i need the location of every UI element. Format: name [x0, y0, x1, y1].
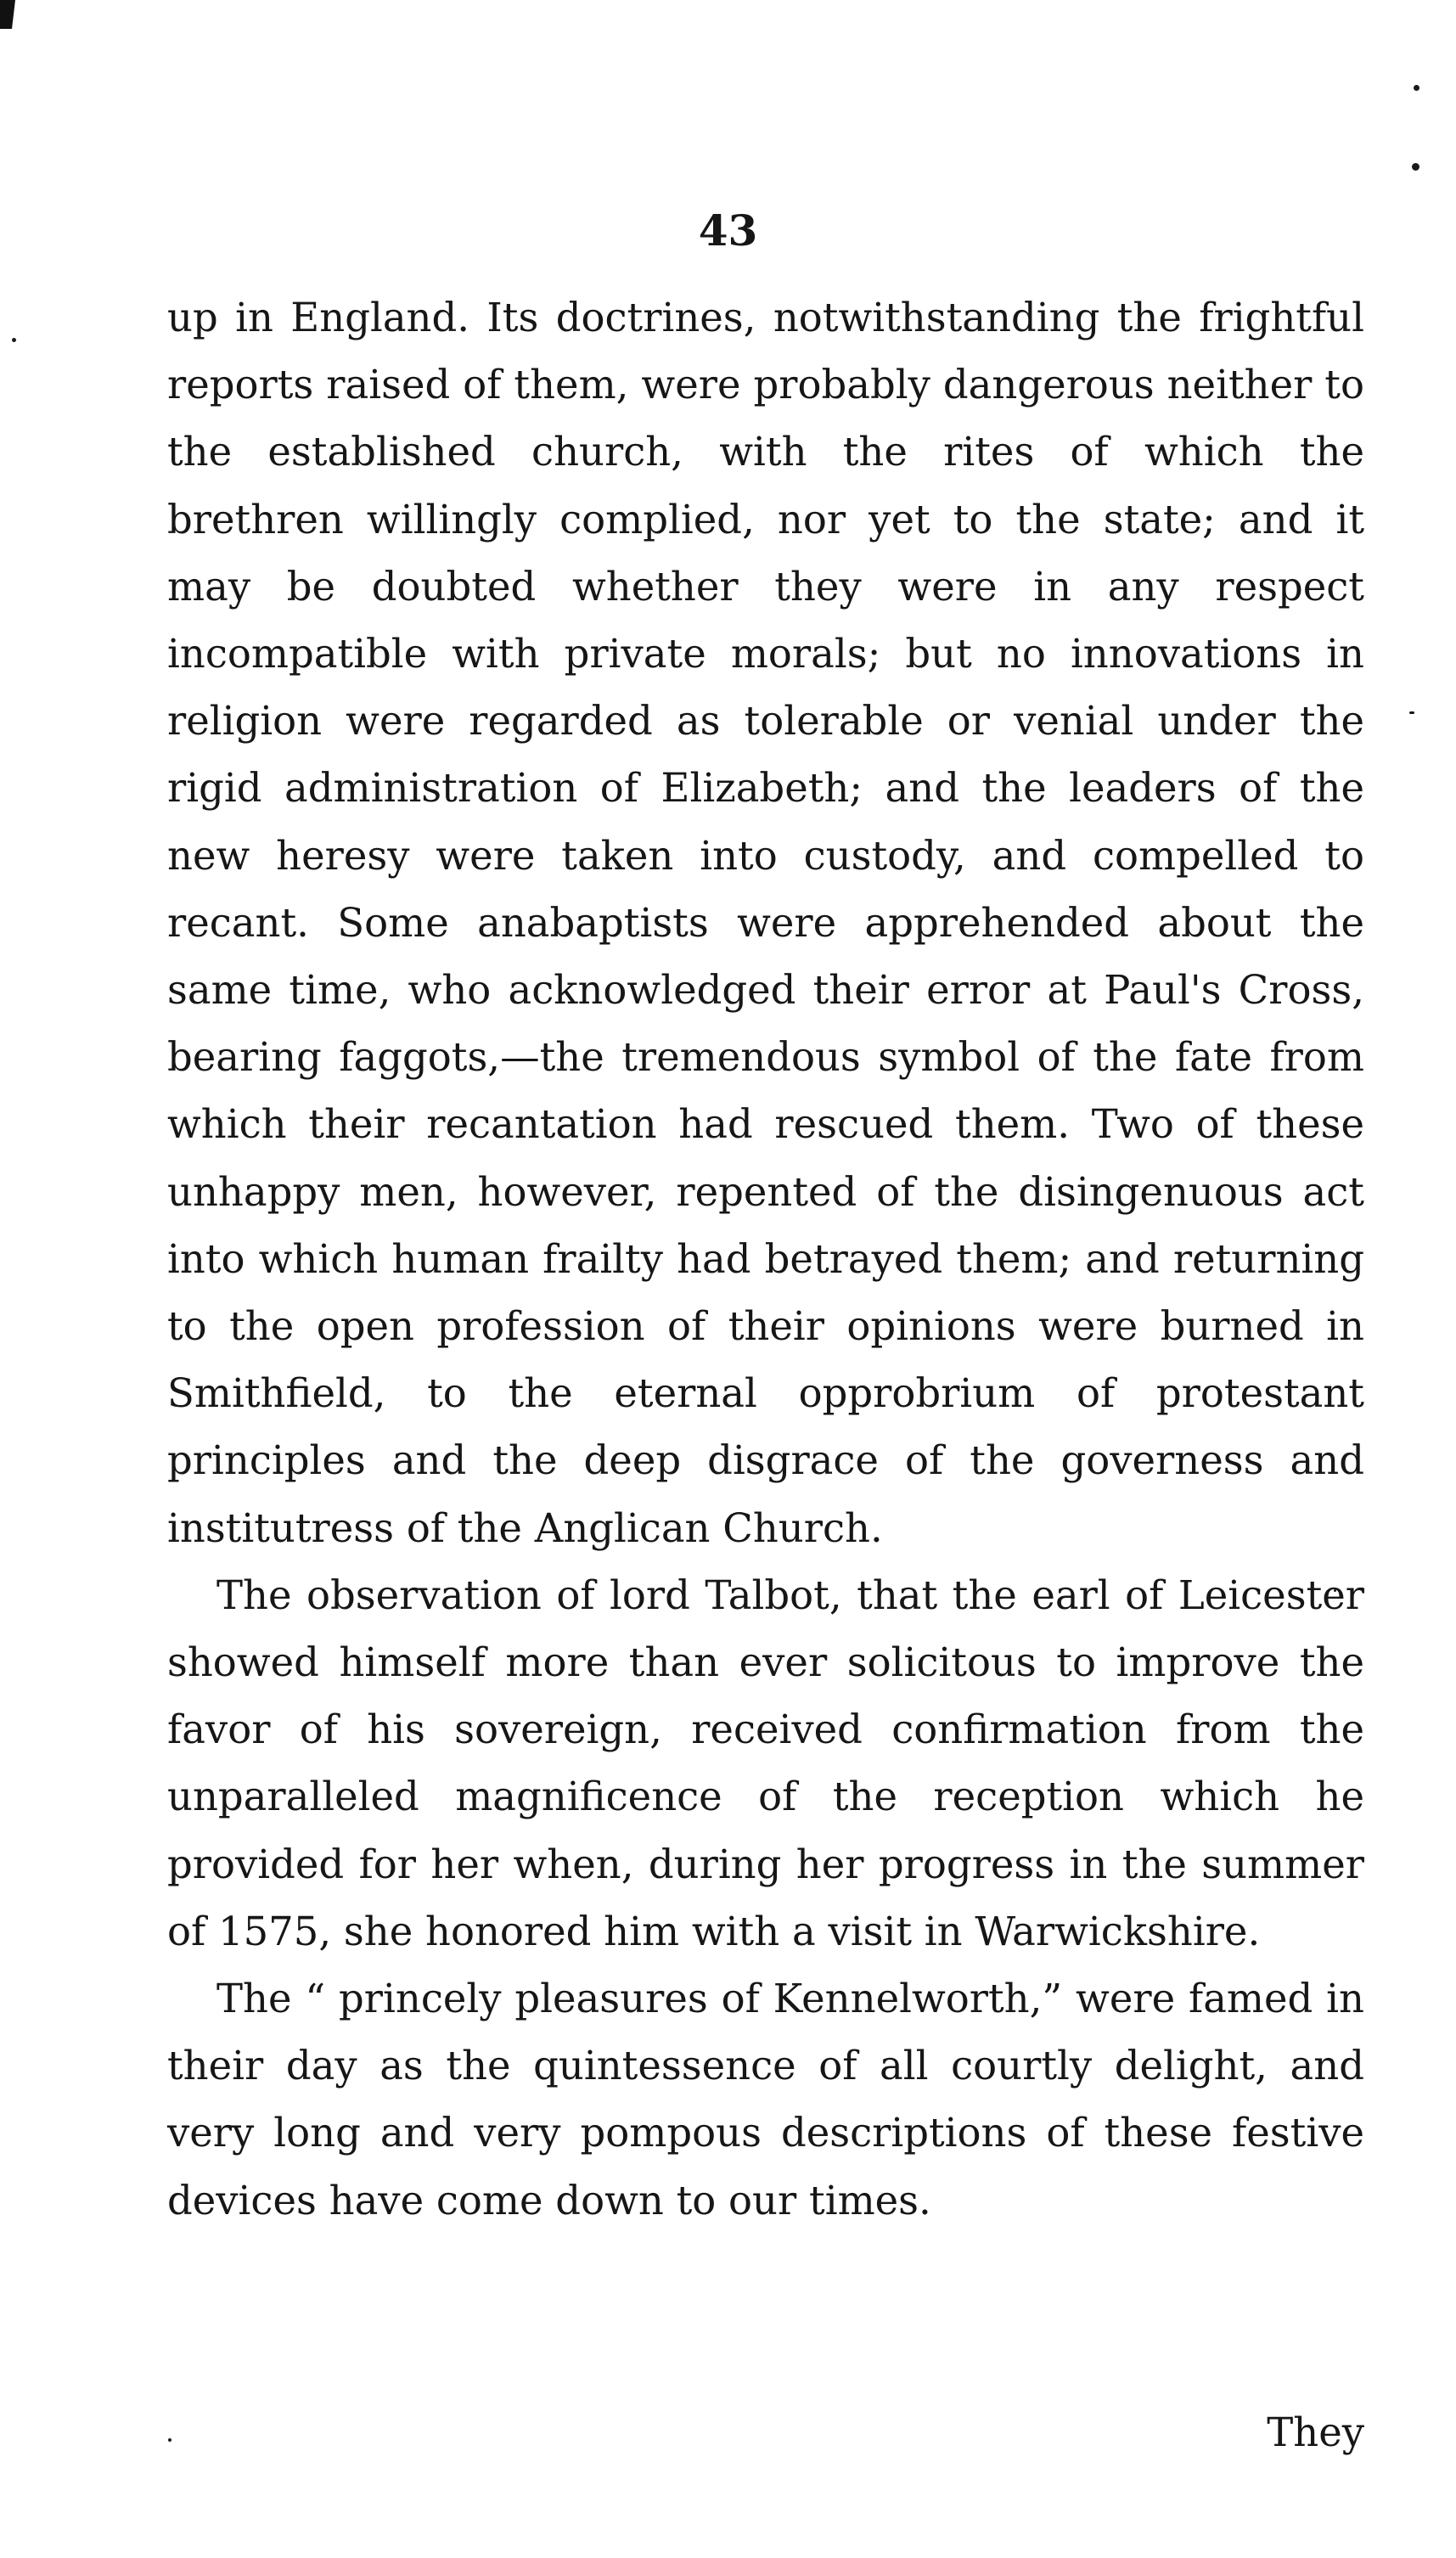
catchword: They	[1267, 2409, 1364, 2455]
margin-speck	[1412, 163, 1419, 171]
paragraph-2: The observation of lord Talbot, that the earl of Leicester showed himself more than ever solicitous to improve the favor of his sovereign, received confirmation from the unparalleled magnificence of the reception which he provided for her when, during her progress in the summer of 1575, she honored him with a visit in Warwickshire.	[167, 1571, 1364, 1954]
body-text	[167, 284, 1364, 2235]
margin-speck	[1409, 711, 1414, 714]
margin-speck	[168, 2438, 171, 2442]
corner-ink-mark	[0, 0, 15, 29]
margin-speck	[1414, 85, 1419, 91]
margin-speck	[12, 338, 16, 342]
paragraph-1: up in England. Its doctrines, notwithstanding the frightful reports raised of them, were probably dangerous neither to the established church, with the rites of which the brethren willingly complied, nor yet to the state; and it may be doubted whether they were in any respect incompatible with private morals; but no innovations in religion were regarded as tolerable or venial under the rigid administration of Elizabeth; and the leaders of the new heresy were taken into custody, and compelled to recant. Some anabaptists were apprehended about the same time, who acknowledged their error at Paul's Cross, bearing faggots,—the tremendous symbol of the fate from which their recantation had rescued them. Two of these unhappy men, however, repented of the disingenuous act into which human frailty had betrayed them; and returning to the open profession of their opinions were burned in Smithfield, to the eternal opprobrium of protestant principles and the deep disgrace of the governess and institutress of the Anglican Church.	[167, 295, 1364, 1551]
page-number: 43	[698, 205, 758, 256]
paragraph-3: The “ princely pleasures of Kennelworth,” were famed in their day as the quintessence of all courtly delight, and very long and very pompous descriptions of these festive devices have come down to our times.	[167, 1976, 1364, 2223]
